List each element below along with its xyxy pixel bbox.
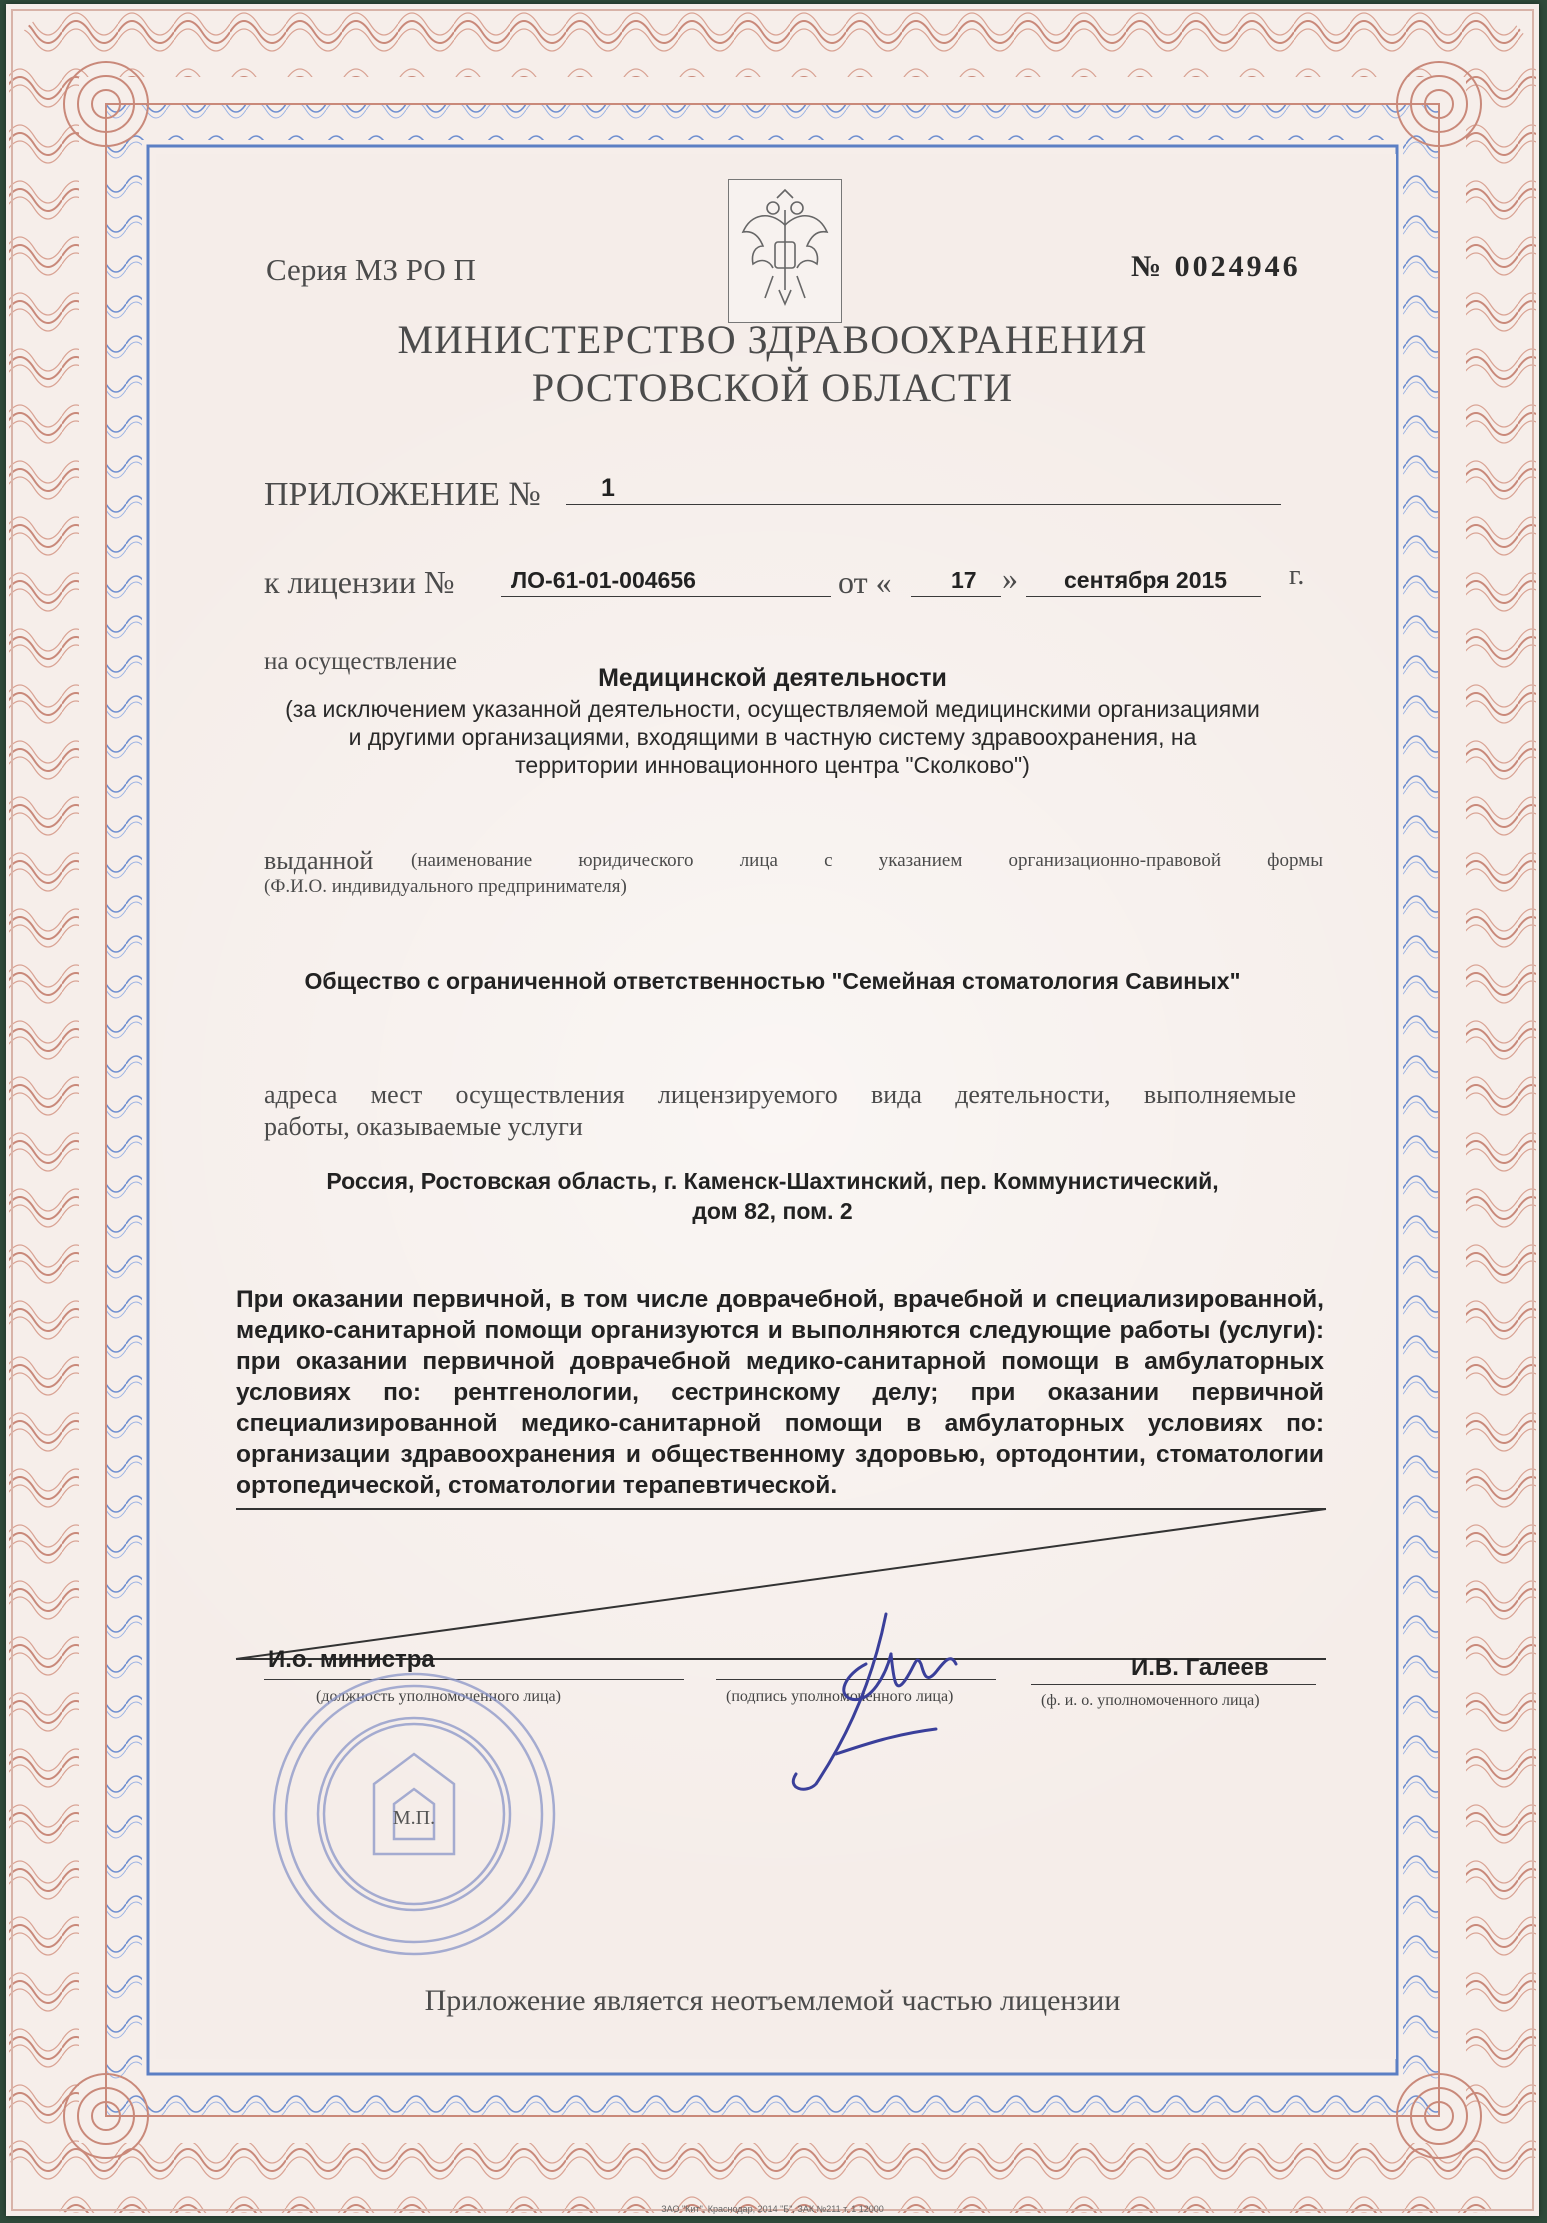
issued-hint-line1: (наименование юридического лица с указанием организационно-правовой формы bbox=[411, 850, 1323, 871]
ministry-title-line1: МИНИСТЕРСТВО ЗДРАВООХРАНЕНИЯ bbox=[397, 317, 1148, 362]
handwritten-signature bbox=[776, 1604, 996, 1804]
issued-label: выданной bbox=[264, 846, 374, 875]
official-round-stamp bbox=[264, 1664, 564, 1964]
license-number-underline bbox=[501, 596, 831, 597]
signatory-position: И.о. министра bbox=[268, 1646, 435, 1673]
signatory-name: И.В. Галеев bbox=[1131, 1654, 1269, 1681]
organization-name: Общество с ограниченной ответственностью "Семейная стоматология Савиных" bbox=[304, 968, 1241, 994]
address-label-line2: работы, оказываемые услуги bbox=[264, 1112, 583, 1141]
address-value-line1: Россия, Ростовская область, г. Каменск-Шахтинский, пер. Коммунистический, bbox=[326, 1168, 1219, 1194]
position-caption: (должность уполномоченного лица) bbox=[316, 1688, 561, 1705]
activity-desc-line2: и другими организациями, входящими в частную систему здравоохранения, на bbox=[348, 724, 1197, 750]
license-quote-close: » bbox=[1002, 560, 1018, 596]
double-headed-eagle-icon bbox=[729, 180, 841, 322]
appendix-label: ПРИЛОЖЕНИЕ № bbox=[264, 476, 541, 513]
appendix-number: 1 bbox=[601, 474, 615, 502]
series-label: Серия МЗ РО П bbox=[266, 252, 476, 287]
appendix-underline bbox=[566, 504, 1281, 505]
license-number: ЛО-61-01-004656 bbox=[511, 567, 696, 593]
license-appendix-sheet bbox=[6, 4, 1539, 2216]
activity-title: Медицинской деятельности bbox=[598, 664, 947, 692]
name-underline bbox=[1031, 1684, 1316, 1685]
services-paragraph: При оказании первичной, в том числе доврачебной, врачебной и специализированной, медико-санитарной помощи организуются и выполняются следующие работы (услуги): при оказании первичной доврачебной медико-санитарной помощи в амбулаторных условиях по: рентгенологии, сестринскому делу; при оказании первичной специализированной медико-санитарной помощи в амбулаторных условиях по: организации здравоохранения и общественному здоровью, ортодонтии, стоматологии ортопедической, стоматологии терапевтической. bbox=[236, 1286, 1324, 1499]
activity-desc-line3: территории инновационного центра "Сколково") bbox=[515, 752, 1030, 778]
signature-caption: (подпись уполномоченного лица) bbox=[726, 1688, 954, 1705]
coat-of-arms-frame bbox=[728, 179, 842, 323]
stamp-mp-label: М.П. bbox=[392, 1807, 436, 1829]
ministry-title-line2: РОСТОВСКОЙ ОБЛАСТИ bbox=[531, 365, 1014, 410]
license-year-suffix: г. bbox=[1289, 560, 1305, 591]
activity-desc-line1: (за исключением указанной деятельности, осуществляемой медицинскими организациями bbox=[285, 696, 1260, 722]
document-number: № 0024946 bbox=[1131, 250, 1301, 283]
license-month-year: сентября 2015 bbox=[1064, 567, 1228, 593]
address-label-line1: адреса мест осуществления лицензируемого вида деятельности, выполняемые bbox=[264, 1080, 1296, 1109]
license-label: к лицензии № bbox=[264, 564, 455, 600]
address-value-line2: дом 82, пом. 2 bbox=[692, 1198, 853, 1224]
activity-label: на осуществление bbox=[264, 648, 458, 675]
license-day: 17 bbox=[951, 567, 977, 593]
name-caption: (ф. и. о. уполномоченного лица) bbox=[1041, 1692, 1260, 1709]
license-day-underline bbox=[911, 596, 1001, 597]
printer-imprint: ЗАО "Кит", Краснодар, 2014 "Б", ЗАК №211 т. 1 12000 bbox=[661, 2204, 884, 2214]
license-date-underline bbox=[1026, 596, 1261, 597]
issued-hint-line2: (Ф.И.О. индивидуального предпринимателя) bbox=[264, 876, 627, 897]
footer-note: Приложение является неотъемлемой частью лицензии bbox=[424, 1984, 1121, 2017]
license-from-label: от « bbox=[838, 564, 892, 600]
